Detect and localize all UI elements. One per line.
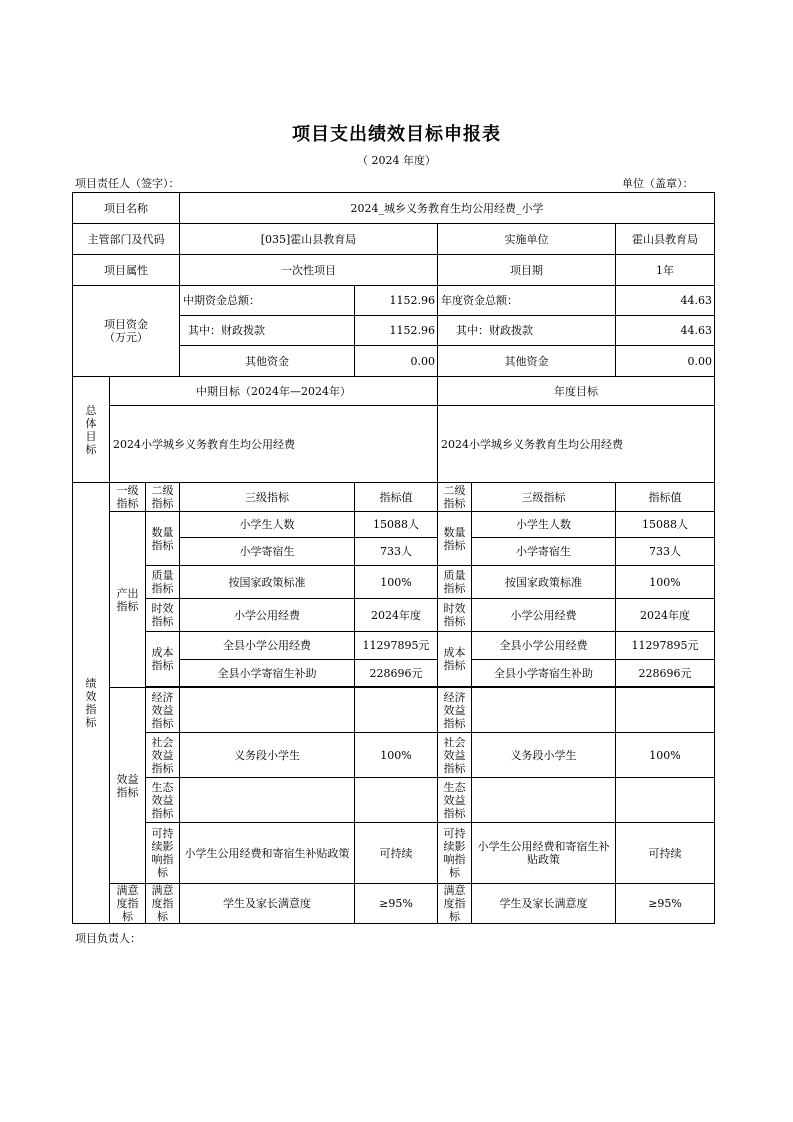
- sat-value: ≥95%: [355, 884, 438, 924]
- funds-label-line2: （万元）: [104, 331, 148, 344]
- funds-label-line1: 项目资金: [104, 318, 148, 331]
- mid-goal-text: 2024小学城乡义务教育生均公用经费: [110, 406, 438, 483]
- unit-label: 单位（盖章）：: [622, 177, 694, 190]
- social-name: 义务段小学生: [180, 733, 355, 778]
- social-value: 100%: [355, 733, 438, 778]
- mid-total-value: 1152.96: [355, 286, 438, 316]
- social-name-year: 义务段小学生: [472, 733, 616, 778]
- impl-unit-label: 实施单位: [438, 224, 616, 255]
- dept-value: [035]霍山县教育局: [180, 224, 438, 255]
- q2-value-year: 733人: [616, 538, 715, 566]
- value-header-year: 指标值: [616, 483, 715, 512]
- level2-header: 二级 指标: [146, 483, 180, 512]
- ecological-name: [180, 778, 355, 823]
- year-fiscal-label: 其中：财政拨款: [438, 316, 616, 346]
- economic-value-year: [616, 688, 715, 733]
- q2-value: 733人: [355, 538, 438, 566]
- perf-indicator-label: 绩 效 指 标: [73, 483, 110, 924]
- satisfaction-indicator-label: 满意 度指 标: [110, 884, 146, 924]
- project-period-label: 项目期: [438, 255, 616, 286]
- c1-name: 全县小学公用经费: [180, 632, 355, 660]
- output-indicator-label: 产出 指标: [110, 512, 146, 688]
- time-name-year: 小学公用经费: [472, 599, 616, 632]
- level3-header-year: 三级指标: [472, 483, 616, 512]
- performance-form-table: [72, 192, 715, 924]
- project-attr-label: 项目属性: [73, 255, 180, 286]
- sat-name: 学生及家长满意度: [180, 884, 355, 924]
- ecological-value-year: [616, 778, 715, 823]
- dept-label: 主管部门及代码: [73, 224, 180, 255]
- economic-name: [180, 688, 355, 733]
- c2-name-year: 全县小学寄宿生补助: [472, 660, 616, 687]
- ecological-label: 生态 效益 指标: [146, 778, 180, 823]
- ecological-name-year: [472, 778, 616, 823]
- level2-header-year: 二级 指标: [438, 483, 472, 512]
- economic-name-year: [472, 688, 616, 733]
- year-total-label: 年度资金总额：: [438, 286, 616, 316]
- sustain-label: 可持 续影 响指 标: [146, 823, 180, 884]
- economic-label-year: 经济 效益 指标: [438, 688, 472, 733]
- quality-label-year: 质量 指标: [438, 566, 472, 599]
- project-period-value: 1年: [616, 255, 715, 286]
- mid-other-label: 其他资金: [180, 346, 355, 377]
- quantity-label-year: 数量 指标: [438, 512, 472, 566]
- q2-name-year: 小学寄宿生: [472, 538, 616, 566]
- year-total-value: 44.63: [616, 286, 715, 316]
- overall-goal-label: 总 体 目 标: [73, 377, 110, 483]
- quality-label: 质量 指标: [146, 566, 180, 599]
- page-title: 项目支出绩效目标申报表: [292, 124, 501, 145]
- impl-unit-value: 霍山县教育局: [616, 224, 715, 255]
- time-value-year: 2024年度: [616, 599, 715, 632]
- level1-header: 一级 指标: [110, 483, 146, 512]
- c1-value: 11297895元: [355, 632, 438, 660]
- c1-name-year: 全县小学公用经费: [472, 632, 616, 660]
- q2-name: 小学寄宿生: [180, 538, 355, 566]
- sat-value-year: ≥95%: [616, 884, 715, 924]
- project-name-value: 2024_城乡义务教育生均公用经费_小学: [180, 193, 715, 224]
- satisfaction-sub-label-year: 满意 度指 标: [438, 884, 472, 924]
- social-label: 社会 效益 指标: [146, 733, 180, 778]
- mid-total-label: 中期资金总额：: [180, 286, 355, 316]
- project-name-label: 项目名称: [73, 193, 180, 224]
- sustain-value-year: 可持续: [616, 823, 715, 884]
- q1-name: 小学生人数: [180, 512, 355, 538]
- timeliness-label: 时效 指标: [146, 599, 180, 632]
- funds-label: [73, 286, 180, 377]
- c1-value-year: 11297895元: [616, 632, 715, 660]
- sustain-label-year: 可持 续影 响指 标: [438, 823, 472, 884]
- sustain-value: 可持续: [355, 823, 438, 884]
- year-goal-text: 2024小学城乡义务教育生均公用经费: [438, 406, 715, 483]
- project-attr-value: 一次性项目: [180, 255, 438, 286]
- year-goal-header: 年度目标: [438, 377, 715, 406]
- benefit-indicator-label: 效益 指标: [110, 688, 146, 884]
- quality-value: 100%: [355, 566, 438, 599]
- sat-name-year: 学生及家长满意度: [472, 884, 616, 924]
- ecological-value: [355, 778, 438, 823]
- quality-name: 按国家政策标准: [180, 566, 355, 599]
- time-value: 2024年度: [355, 599, 438, 632]
- year-line: （ 2024 年度）: [357, 154, 436, 167]
- c2-value-year: 228696元: [616, 660, 715, 687]
- mid-goal-header: 中期目标（2024年—2024年）: [110, 377, 438, 406]
- responsible-label: 项目责任人（签字）：: [75, 177, 180, 190]
- cost-label: 成本 指标: [146, 632, 180, 687]
- sustain-name-year: 小学生公用经费和寄宿生补贴政策: [472, 823, 616, 884]
- economic-value: [355, 688, 438, 733]
- quantity-label: 数量 指标: [146, 512, 180, 566]
- mid-fiscal-label: 其中：财政拨款: [180, 316, 355, 346]
- q1-name-year: 小学生人数: [472, 512, 616, 538]
- mid-fiscal-value: 1152.96: [355, 316, 438, 346]
- level3-header: 三级指标: [180, 483, 355, 512]
- value-header: 指标值: [355, 483, 438, 512]
- social-label-year: 社会 效益 指标: [438, 733, 472, 778]
- year-other-label: 其他资金: [438, 346, 616, 377]
- footer-responsible-label: 项目负责人：: [75, 932, 141, 945]
- mid-other-value: 0.00: [355, 346, 438, 377]
- sustain-name: 小学生公用经费和寄宿生补贴政策: [180, 823, 355, 884]
- time-name: 小学公用经费: [180, 599, 355, 632]
- cost-label-year: 成本 指标: [438, 632, 472, 687]
- q1-value: 15088人: [355, 512, 438, 538]
- c2-value: 228696元: [355, 660, 438, 687]
- year-other-value: 0.00: [616, 346, 715, 377]
- c2-name: 全县小学寄宿生补助: [180, 660, 355, 687]
- timeliness-label-year: 时效 指标: [438, 599, 472, 632]
- year-fiscal-value: 44.63: [616, 316, 715, 346]
- ecological-label-year: 生态 效益 指标: [438, 778, 472, 823]
- q1-value-year: 15088人: [616, 512, 715, 538]
- social-value-year: 100%: [616, 733, 715, 778]
- quality-name-year: 按国家政策标准: [472, 566, 616, 599]
- economic-label: 经济 效益 指标: [146, 688, 180, 733]
- satisfaction-sub-label: 满意 度指 标: [146, 884, 180, 924]
- quality-value-year: 100%: [616, 566, 715, 599]
